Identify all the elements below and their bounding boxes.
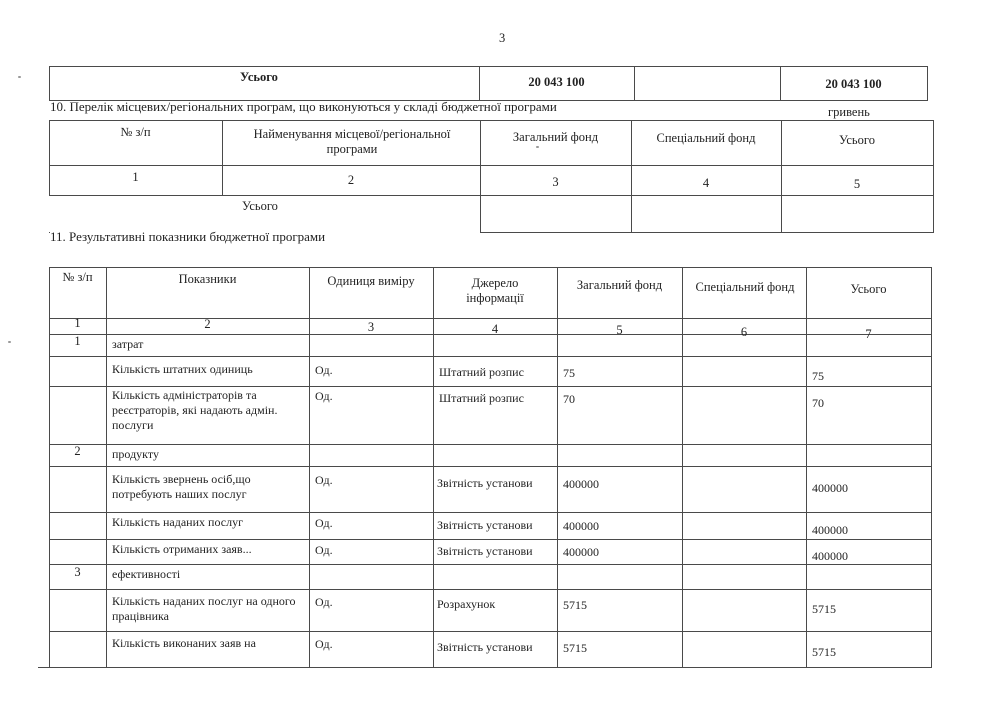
indicator-row-unit: Од. — [315, 637, 333, 651]
programs-col-number: 5 — [853, 177, 861, 191]
indicator-row-source: Звітність установи — [437, 476, 533, 490]
indicator-row-general: 400000 — [563, 545, 599, 559]
indicator-row-name: Кількість наданих послуг на одного працівника — [112, 594, 296, 623]
indicator-row-num: 2 — [74, 444, 81, 458]
indicator-row-name: Кількість звернень осіб,що потребують наших послуг — [112, 472, 251, 501]
indicator-row-general: 5715 — [563, 641, 587, 655]
indicators-col-number: 2 — [204, 317, 211, 331]
indicators-header-unit: Одиниця виміру — [327, 274, 415, 288]
scan-speck — [8, 341, 11, 343]
top-total-total: 20 043 100 — [825, 77, 882, 91]
indicators-header-general: Загальний фонд — [576, 278, 663, 292]
indicators-header-source: Джерело інформації — [466, 276, 524, 305]
indicator-row-unit: Од. — [315, 543, 333, 557]
indicator-row-unit: Од. — [315, 595, 333, 609]
programs-header-num: № з/п — [120, 125, 151, 139]
indicators-col-number: 1 — [74, 316, 81, 330]
indicator-row-name: ефективності — [112, 567, 181, 581]
indicators-header-num: № з/п — [62, 270, 93, 284]
indicators-header-special: Спеціальний фонд — [695, 280, 795, 294]
programs-col-number: 1 — [132, 170, 139, 184]
indicator-row-general: 400000 — [563, 477, 599, 491]
top-total-label: Усього — [240, 70, 278, 84]
scan-speck — [536, 146, 539, 148]
indicator-row-general: 70 — [563, 392, 575, 406]
programs-header-special: Спеціальний фонд — [656, 131, 756, 145]
indicator-row-source: Штатний розпис — [439, 365, 524, 379]
section11-title: 11. Результативні показники бюджетної програми — [50, 229, 326, 244]
indicator-row-source: Розрахунок — [437, 597, 496, 611]
indicator-row-num: 3 — [74, 565, 81, 579]
indicator-row-total: 75 — [812, 369, 824, 383]
indicator-row-general: 75 — [563, 366, 575, 380]
indicator-row-total: 5715 — [812, 602, 836, 616]
indicator-row-total: 70 — [812, 396, 824, 410]
programs-header-general: Загальний фонд — [512, 130, 599, 144]
page-number: 3 — [499, 31, 506, 45]
indicator-row-general: 400000 — [563, 519, 599, 533]
indicator-row-unit: Од. — [315, 516, 333, 530]
indicator-row-total: 5715 — [812, 645, 836, 659]
section10-title: 10. Перелік місцевих/регіональних програм, що виконуються у складі бюджетної програми — [50, 99, 557, 114]
indicator-row-name: продукту — [112, 447, 159, 461]
indicator-row-source: Звітність установи — [437, 518, 533, 532]
programs-col-number: 2 — [347, 173, 355, 187]
programs-col-number: 3 — [552, 175, 559, 189]
indicators-header-total: Усього — [850, 282, 887, 296]
indicators-col-number: 6 — [740, 325, 748, 339]
indicator-row-name: Кількість виконаних заяв на — [112, 636, 256, 650]
indicator-row-unit: Од. — [315, 473, 333, 487]
indicators-col-number: 7 — [865, 327, 872, 341]
programs-total-label: Усього — [242, 199, 278, 213]
indicator-row-source: Звітність установи — [437, 640, 533, 654]
scan-speck — [18, 76, 21, 78]
indicator-row-source: Штатний розпис — [439, 391, 524, 405]
indicator-row-num: 1 — [74, 334, 81, 348]
indicator-row-name: Кількість штатних одиниць — [112, 362, 253, 376]
section10-unit: гривень — [828, 105, 870, 119]
indicator-row-total: 400000 — [812, 549, 848, 563]
indicator-row-name: Кількість адміністраторів та реєстраторів, які надають адмін. послуги — [112, 388, 278, 432]
programs-col-number: 4 — [702, 176, 710, 190]
indicators-header-name: Показники — [178, 272, 237, 286]
programs-header-total: Усього — [839, 133, 875, 147]
indicator-row-name: Кількість отриманих заяв... — [112, 542, 252, 556]
programs-header-name: Найменування місцевої/регіональної програми — [253, 127, 451, 156]
indicator-row-total: 400000 — [812, 481, 848, 495]
indicators-col-number: 5 — [616, 323, 623, 337]
indicator-row-general: 5715 — [563, 598, 587, 612]
indicators-col-number: 3 — [367, 320, 375, 334]
indicator-row-source: Звітність установи — [437, 544, 533, 558]
indicator-row-name: Кількість наданих послуг — [112, 515, 243, 529]
indicator-row-unit: Од. — [315, 363, 333, 377]
top-total-general: 20 043 100 — [528, 75, 585, 89]
indicators-col-number: 4 — [491, 322, 499, 336]
indicator-row-unit: Од. — [315, 389, 333, 403]
indicator-row-name: затрат — [112, 337, 144, 351]
indicator-row-total: 400000 — [812, 523, 848, 537]
